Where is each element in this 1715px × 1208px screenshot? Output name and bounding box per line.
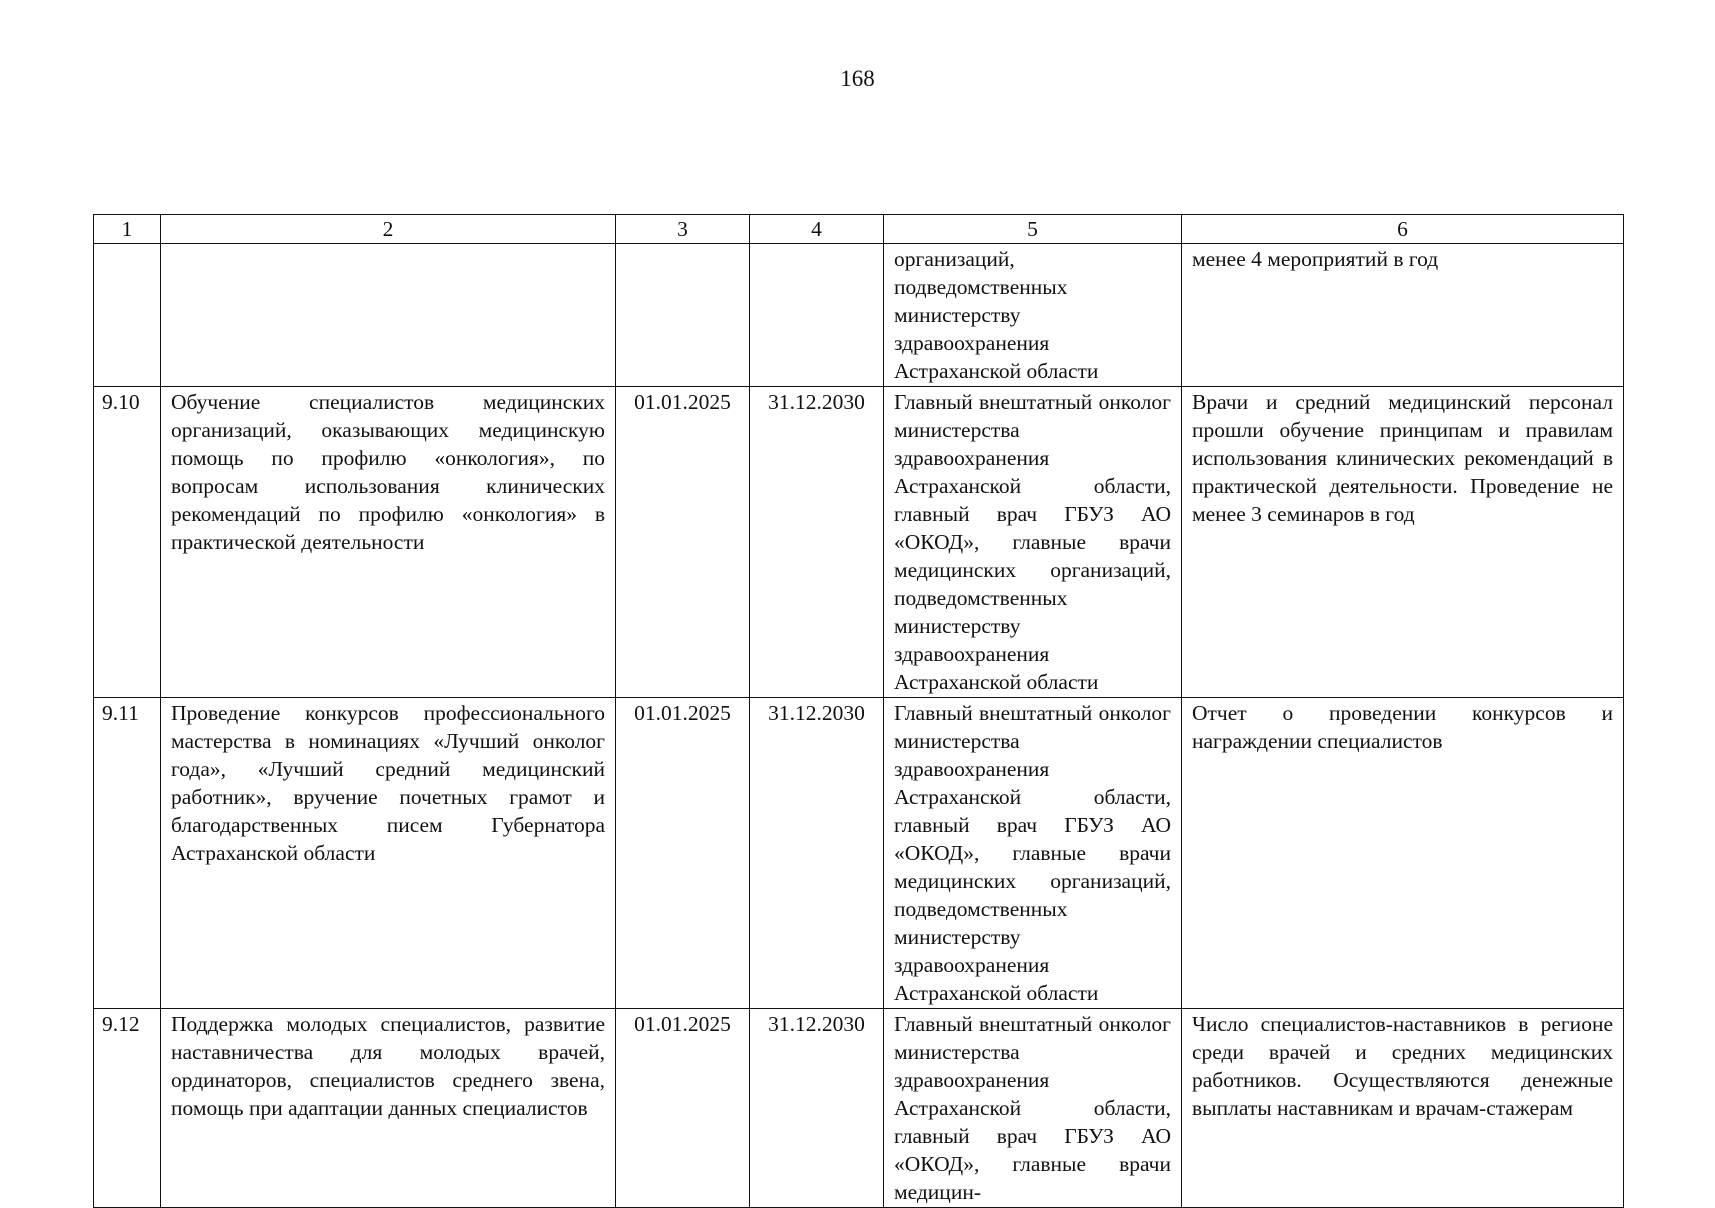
table-row (94, 244, 1624, 387)
row-number: 9.12 (94, 1009, 161, 1208)
result-cell: Врачи и средний медицинский персонал прошли обучение принципам и правилам использования клинических рекомендаций в практической деятельности. Проведение не менее 3 семинаров в год (1182, 387, 1624, 698)
activity-cell (161, 244, 616, 387)
end-date: 31.12.2030 (750, 698, 884, 1009)
responsible-cell: Главный внештатный онколог министерства здравоохранения Астраханской области, главный врач ГБУЗ АО «ОКОД», главные врачи медицинских организаций, подведомственных министерству здравоохранения Астраханской области (884, 698, 1182, 1009)
page-number: 168 (840, 66, 875, 91)
start-date: 01.01.2025 (616, 1009, 750, 1208)
result-cell: Число специалистов-наставников в регионе среди врачей и средних медицинских работников. Осуществляются денежные выплаты наставникам и врачам-стажерам (1182, 1009, 1624, 1208)
activity-cell: Поддержка молодых специалистов, развитие наставничества для молодых врачей, ординаторов, специалистов среднего звена, помощь при адаптации данных специалистов (161, 1009, 616, 1208)
start-date (616, 244, 750, 387)
end-date: 31.12.2030 (750, 387, 884, 698)
column-numbers-row (94, 215, 1624, 244)
start-date: 01.01.2025 (616, 387, 750, 698)
column-header: 5 (884, 215, 1182, 244)
activity-cell: Проведение конкурсов профессионального мастерства в номинациях «Лучший онколог года», «Лучший средний медицинский работник», вручение почетных грамот и благодарственных писем Губернатора Астраханской области (161, 698, 616, 1009)
end-date: 31.12.2030 (750, 1009, 884, 1208)
column-header: 4 (750, 215, 884, 244)
responsible-cell: Главный внештатный онколог министерства здравоохранения Астраханской области, главный врач ГБУЗ АО «ОКОД», главные врачи медицинских организаций, подведомственных министерству здравоохранения Астраханской области (884, 387, 1182, 698)
responsible-cell: Главный внештатный онколог министерства здравоохранения Астраханской области, главный врач ГБУЗ АО «ОКОД», главные врачи медицин- (884, 1009, 1182, 1208)
row-number (94, 244, 161, 387)
start-date: 01.01.2025 (616, 698, 750, 1009)
column-header: 3 (616, 215, 750, 244)
table-row (94, 387, 1624, 698)
row-number: 9.11 (94, 698, 161, 1009)
activity-cell: Обучение специалистов медицинских организаций, оказывающих медицинскую помощь по профилю «онкология», по вопросам использования клинических рекомендаций по профилю «онкология» в практической деятельности (161, 387, 616, 698)
table-row (94, 698, 1624, 1009)
column-header: 1 (94, 215, 161, 244)
row-number: 9.10 (94, 387, 161, 698)
result-cell: Отчет о проведении конкурсов и награждении специалистов (1182, 698, 1624, 1009)
plan-table (93, 214, 1624, 1208)
column-header: 2 (161, 215, 616, 244)
responsible-cell: организаций, подведомственных министерству здравоохранения Астраханской области (884, 244, 1182, 387)
result-cell: менее 4 мероприятий в год (1182, 244, 1624, 387)
column-header: 6 (1182, 215, 1624, 244)
table-row (94, 1009, 1624, 1208)
end-date (750, 244, 884, 387)
